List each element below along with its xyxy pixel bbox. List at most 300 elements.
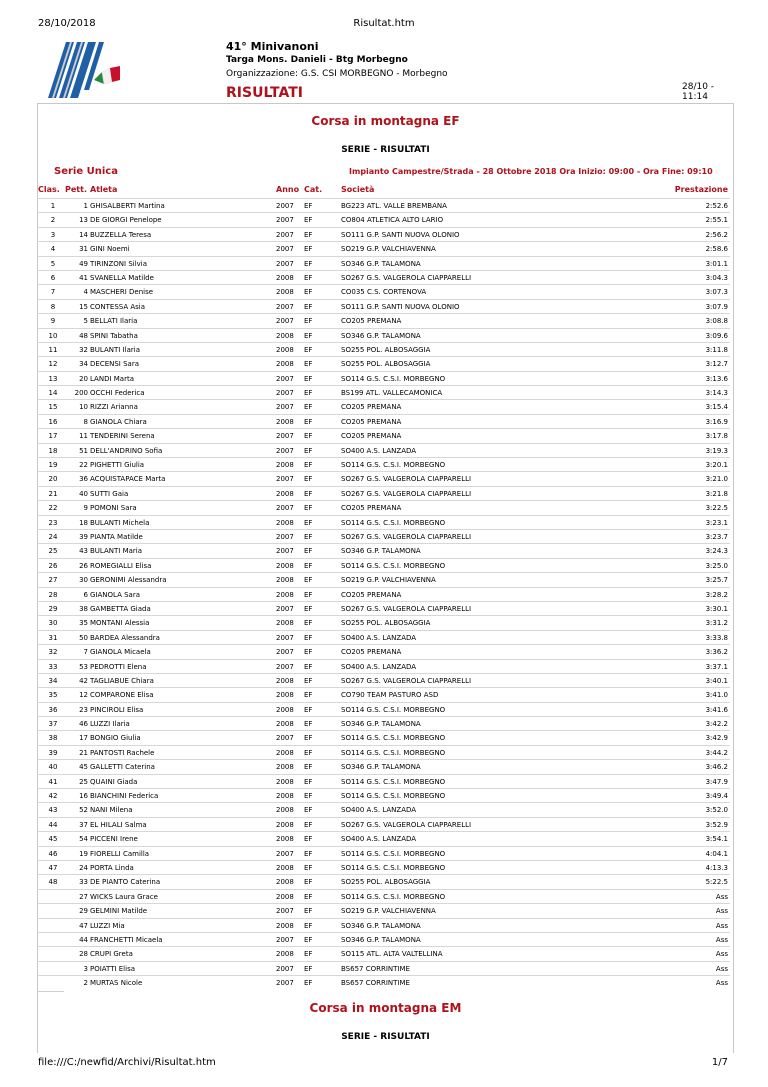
- cell-anno: 2007: [276, 734, 294, 743]
- cell-pett: 2: [83, 979, 88, 988]
- cell-pett: 27: [79, 892, 88, 901]
- cell-societa: SO219 G.P. VALCHIAVENNA: [341, 245, 436, 254]
- cell-societa: SO255 POL. ALBOSAGGIA: [341, 360, 431, 369]
- cell-pett: 43: [79, 547, 88, 556]
- cell-atleta: GINI Noemi: [90, 245, 130, 254]
- cell-clas: 9: [50, 317, 56, 326]
- cell-anno: 2007: [276, 475, 294, 484]
- cell-atleta: ACQUISTAPACE Marta: [90, 475, 166, 484]
- cell-cat: EF: [304, 633, 313, 642]
- cell-clas: 45: [48, 835, 58, 844]
- cell-anno: 2008: [276, 489, 294, 498]
- cell-pett: 36: [79, 475, 88, 484]
- cell-societa: SO114 G.S. C.S.I. MORBEGNO: [341, 849, 446, 858]
- race-title-ef: Corsa in montagna EF: [311, 114, 460, 128]
- cell-pett: 45: [79, 763, 88, 772]
- table-row: [38, 529, 730, 543]
- cell-societa: SO114 G.S. C.S.I. MORBEGNO: [341, 374, 446, 383]
- cell-societa: SO114 G.S. C.S.I. MORBEGNO: [341, 461, 446, 470]
- cell-societa: CO205 PREMANA: [341, 417, 402, 426]
- cell-clas: 3: [50, 230, 56, 239]
- cell-pett: 5: [83, 317, 88, 326]
- cell-pett: 13: [79, 216, 88, 225]
- cell-anno: 2007: [276, 245, 294, 254]
- table-row: [38, 716, 730, 730]
- col-prestazione: Prestazione: [674, 185, 728, 194]
- print-doc-title: Risultat.htm: [353, 18, 415, 29]
- table-row: [38, 471, 730, 485]
- cell-anno: 2007: [276, 935, 294, 944]
- cell-atleta: DE GIORGI Penelope: [90, 216, 162, 225]
- cell-societa: SO400 A.S. LANZADA: [341, 806, 417, 815]
- cell-cat: EF: [304, 921, 313, 930]
- table-row: [38, 515, 730, 529]
- cell-pett: 32: [79, 345, 88, 354]
- cell-clas: 30: [48, 619, 58, 628]
- cell-cat: EF: [304, 475, 313, 484]
- cell-societa: SO219 G.P. VALCHIAVENNA: [341, 576, 436, 585]
- cell-prestazione: 3:42.9: [705, 734, 728, 743]
- cell-clas: 25: [48, 547, 58, 556]
- cell-clas: 31: [48, 633, 58, 642]
- cell-anno: 2008: [276, 820, 294, 829]
- cell-anno: 2007: [276, 849, 294, 858]
- cell-prestazione: Ass: [715, 964, 728, 973]
- cell-societa: SO346 G.P. TALAMONA: [341, 547, 421, 556]
- cell-atleta: CRUPI Greta: [90, 950, 133, 959]
- cell-anno: 2008: [276, 863, 294, 872]
- cell-societa: SO255 POL. ALBOSAGGIA: [341, 345, 431, 354]
- cell-clas: 23: [48, 518, 58, 527]
- cell-societa: CO205 PREMANA: [341, 590, 402, 599]
- cell-societa: SO114 G.S. C.S.I. MORBEGNO: [341, 892, 446, 901]
- cell-atleta: OCCHI Federica: [90, 389, 145, 398]
- cell-anno: 2008: [276, 518, 294, 527]
- cell-societa: CO205 PREMANA: [341, 504, 402, 513]
- cell-cat: EF: [304, 576, 313, 585]
- cell-prestazione: Ass: [715, 907, 728, 916]
- col-pett: Pett.: [65, 185, 87, 194]
- cell-clas: 21: [48, 489, 58, 498]
- cell-prestazione: 3:52.0: [705, 806, 728, 815]
- table-row: [38, 745, 730, 759]
- print-url: file:///C:/newfid/Archivi/Risultat.htm: [38, 1057, 216, 1068]
- table-row: [38, 961, 730, 975]
- col-cat: Cat.: [304, 185, 323, 194]
- cell-atleta: BULANTI Michela: [90, 518, 150, 527]
- cell-societa: SO346 G.P. TALAMONA: [341, 259, 421, 268]
- cell-clas: 34: [48, 676, 58, 685]
- table-row: [38, 946, 730, 960]
- cell-anno: 2007: [276, 230, 294, 239]
- col-atleta: Atleta: [90, 185, 118, 194]
- cell-cat: EF: [304, 748, 313, 757]
- cell-clas: 13: [48, 374, 58, 383]
- cell-clas: 12: [48, 360, 58, 369]
- stamp-line-1: 28/10 -: [682, 82, 715, 92]
- cell-societa: CO804 ATLETICA ALTO LARIO: [341, 216, 444, 225]
- cell-clas: 42: [48, 792, 58, 801]
- cell-cat: EF: [304, 461, 313, 470]
- table-row: [38, 198, 730, 212]
- cell-clas: 39: [48, 748, 58, 757]
- cell-atleta: PANTOSTI Rachele: [90, 748, 155, 757]
- cell-atleta: MASCHERI Denise: [90, 288, 154, 297]
- table-row: [38, 256, 730, 270]
- col-clas: Clas.: [38, 185, 60, 194]
- cell-cat: EF: [304, 835, 313, 844]
- cell-pett: 11: [79, 432, 88, 441]
- cell-atleta: LANDI Marta: [90, 374, 135, 383]
- cell-prestazione: 3:20.1: [705, 461, 728, 470]
- cell-cat: EF: [304, 849, 313, 858]
- cell-cat: EF: [304, 532, 313, 541]
- table-row: [38, 486, 730, 500]
- cell-atleta: BARDEA Alessandra: [90, 633, 160, 642]
- cell-clas: 19: [48, 461, 58, 470]
- cell-cat: EF: [304, 648, 313, 657]
- table-row: [38, 687, 730, 701]
- table-row: [38, 212, 730, 226]
- cell-societa: SO267 G.S. VALGEROLA CIAPPARELLI: [341, 676, 472, 685]
- cell-anno: 2008: [276, 792, 294, 801]
- cell-atleta: SUTTI Gaia: [90, 489, 129, 498]
- cell-clas: 6: [50, 273, 56, 282]
- table-row: [38, 270, 730, 284]
- cell-anno: 2008: [276, 921, 294, 930]
- table-row: [38, 889, 730, 903]
- cell-anno: 2008: [276, 590, 294, 599]
- cell-prestazione: 3:08.8: [705, 317, 728, 326]
- cell-societa: SO114 G.S. C.S.I. MORBEGNO: [341, 705, 446, 714]
- cell-atleta: BULANTI Maria: [90, 547, 143, 556]
- results-title: RISULTATI: [226, 85, 304, 101]
- cell-pett: 47: [79, 921, 88, 930]
- cell-societa: SO400 A.S. LANZADA: [341, 633, 417, 642]
- cell-pett: 19: [79, 849, 88, 858]
- cell-pett: 6: [83, 590, 88, 599]
- cell-pett: 51: [79, 446, 88, 455]
- cell-prestazione: 3:25.0: [705, 561, 728, 570]
- cell-clas: 1: [50, 202, 56, 210]
- cell-atleta: BONGIO Giulia: [90, 734, 141, 743]
- cell-cat: EF: [304, 763, 313, 772]
- cell-prestazione: 3:21.0: [705, 475, 728, 484]
- cell-clas: 22: [48, 504, 58, 513]
- cell-pett: 49: [79, 259, 88, 268]
- print-page-number: 1/7: [711, 1057, 728, 1068]
- cell-atleta: PINCIROLI Elisa: [90, 705, 144, 714]
- cell-prestazione: Ass: [715, 892, 728, 901]
- cell-prestazione: 4:04.1: [705, 849, 728, 858]
- cell-pett: 17: [79, 734, 88, 743]
- cell-pett: 25: [79, 777, 88, 786]
- cell-atleta: GIANOLA Sara: [90, 590, 140, 599]
- cell-cat: EF: [304, 705, 313, 714]
- table-row: [38, 457, 730, 471]
- table-row: [38, 817, 730, 831]
- cell-prestazione: 3:47.9: [705, 777, 728, 786]
- cell-anno: 2008: [276, 360, 294, 369]
- cell-societa: SO346 G.P. TALAMONA: [341, 921, 421, 930]
- cell-anno: 2007: [276, 979, 294, 988]
- cell-atleta: GAMBETTA Giada: [90, 604, 151, 613]
- time-stamp: [682, 82, 734, 102]
- table-row: [38, 356, 730, 370]
- cell-atleta: ROMEGIALLI Elisa: [90, 561, 152, 570]
- table-row: [38, 788, 730, 802]
- cell-cat: EF: [304, 518, 313, 527]
- cell-anno: 2008: [276, 288, 294, 297]
- table-row: [38, 615, 730, 629]
- table-row: [38, 673, 730, 687]
- page-header: [226, 40, 666, 103]
- cell-anno: 2008: [276, 835, 294, 844]
- cell-societa: SO267 G.S. VALGEROLA CIAPPARELLI: [341, 820, 472, 829]
- cell-prestazione: 3:33.8: [705, 633, 728, 642]
- cell-atleta: GERONIMI Alessandra: [90, 576, 167, 585]
- table-row: [38, 227, 730, 241]
- table-row: [38, 903, 730, 917]
- cell-anno: 2008: [276, 345, 294, 354]
- cell-cat: EF: [304, 806, 313, 815]
- cell-atleta: QUAINI Giada: [90, 777, 138, 786]
- cell-prestazione: 3:23.7: [705, 532, 728, 541]
- cell-prestazione: 3:07.3: [705, 288, 728, 297]
- cell-prestazione: 4:13.3: [705, 863, 728, 872]
- cell-societa: SO267 G.S. VALGEROLA CIAPPARELLI: [341, 604, 472, 613]
- cell-clas: 28: [48, 590, 58, 599]
- cell-prestazione: 3:13.6: [705, 374, 728, 383]
- table-row: [38, 414, 730, 428]
- race-title-em: Corsa in montagna EM: [309, 1001, 462, 1015]
- table-row: [38, 659, 730, 673]
- cell-atleta: LUZZI Ilaria: [90, 720, 130, 729]
- cell-clas: 20: [48, 475, 58, 484]
- cell-clas: 43: [48, 806, 58, 815]
- cell-cat: EF: [304, 863, 313, 872]
- cell-cat: EF: [304, 792, 313, 801]
- cell-prestazione: 3:23.1: [705, 518, 728, 527]
- stamp-line-2: 11:14: [682, 92, 708, 102]
- table-row: [38, 831, 730, 845]
- cell-prestazione: 3:49.4: [705, 792, 728, 801]
- cell-atleta: DELL'ANDRINO Sofia: [90, 446, 163, 455]
- cell-cat: EF: [304, 202, 313, 210]
- cell-societa: CO790 TEAM PASTURO ASD: [341, 691, 439, 700]
- cell-cat: EF: [304, 417, 313, 426]
- cell-societa: SO255 POL. ALBOSAGGIA: [341, 878, 431, 887]
- table-row: [38, 587, 730, 601]
- cell-prestazione: 3:54.1: [705, 835, 728, 844]
- cell-prestazione: 2:56.2: [705, 230, 728, 239]
- cell-societa: SO111 G.P. SANTI NUOVA OLONIO: [341, 230, 460, 239]
- cell-pett: 46: [79, 720, 88, 729]
- event-title: 41° Minivanoni: [226, 40, 319, 53]
- table-row: [38, 918, 730, 932]
- cell-prestazione: 5:22.5: [705, 878, 728, 887]
- cell-atleta: PEDROTTI Elena: [90, 662, 147, 671]
- cell-clas: 37: [48, 720, 58, 729]
- cell-prestazione: 3:42.2: [705, 720, 728, 729]
- cell-anno: 2007: [276, 964, 294, 973]
- cell-cat: EF: [304, 360, 313, 369]
- table-row: [38, 284, 730, 298]
- cell-cat: EF: [304, 302, 313, 311]
- cell-cat: EF: [304, 979, 313, 988]
- cell-anno: 2008: [276, 705, 294, 714]
- cell-prestazione: 3:44.2: [705, 748, 728, 757]
- cell-anno: 2007: [276, 216, 294, 225]
- event-logo: [46, 38, 122, 102]
- cell-societa: SO114 G.S. C.S.I. MORBEGNO: [341, 518, 446, 527]
- cell-societa: SO114 G.S. C.S.I. MORBEGNO: [341, 561, 446, 570]
- cell-atleta: DECENSI Sara: [90, 360, 139, 369]
- cell-atleta: POMONI Sara: [90, 504, 137, 513]
- cell-pett: 7: [83, 648, 88, 657]
- cell-anno: 2008: [276, 417, 294, 426]
- cell-anno: 2007: [276, 374, 294, 383]
- cell-atleta: SPINI Tabatha: [90, 331, 138, 340]
- cell-atleta: PIANTA Matilde: [90, 532, 143, 541]
- cell-cat: EF: [304, 259, 313, 268]
- cell-anno: 2007: [276, 604, 294, 613]
- cell-prestazione: 3:37.1: [705, 662, 728, 671]
- cell-atleta: TENDERINI Serena: [90, 432, 155, 441]
- cell-pett: 200: [74, 389, 88, 398]
- cell-cat: EF: [304, 345, 313, 354]
- cell-pett: 31: [79, 245, 88, 254]
- cell-cat: EF: [304, 504, 313, 513]
- cell-clas: 48: [48, 878, 58, 887]
- cell-societa: SO267 G.S. VALGEROLA CIAPPARELLI: [341, 489, 472, 498]
- cell-clas: 35: [48, 691, 58, 700]
- cell-pett: 14: [79, 230, 88, 239]
- table-row: [38, 644, 730, 658]
- cell-cat: EF: [304, 734, 313, 743]
- cell-clas: 36: [48, 705, 58, 714]
- table-row: [38, 399, 730, 413]
- cell-societa: SO400 A.S. LANZADA: [341, 662, 417, 671]
- cell-pett: 12: [79, 691, 88, 700]
- table-row: [38, 774, 730, 788]
- cell-atleta: WICKS Laura Grace: [90, 892, 158, 901]
- cell-atleta: MONTANI Alessia: [90, 619, 150, 628]
- cell-prestazione: 3:28.2: [705, 590, 728, 599]
- table-row: [38, 443, 730, 457]
- cell-anno: 2007: [276, 403, 294, 412]
- cell-prestazione: 3:01.1: [705, 259, 728, 268]
- cell-atleta: PICCENI Irene: [90, 835, 138, 844]
- cell-atleta: GHISALBERTI Martina: [90, 202, 165, 210]
- cell-anno: 2008: [276, 331, 294, 340]
- cell-pett: 48: [79, 331, 88, 340]
- cell-cat: EF: [304, 820, 313, 829]
- cell-anno: 2008: [276, 273, 294, 282]
- table-row: [38, 846, 730, 860]
- cell-pett: 22: [79, 461, 88, 470]
- cell-clas: 8: [50, 302, 56, 311]
- cell-clas: 14: [48, 389, 58, 398]
- table-row: [38, 558, 730, 572]
- cell-cat: EF: [304, 245, 313, 254]
- cell-prestazione: 3:41.0: [705, 691, 728, 700]
- cell-atleta: PORTA Linda: [90, 863, 134, 872]
- cell-prestazione: 3:21.8: [705, 489, 728, 498]
- cell-prestazione: 3:17.8: [705, 432, 728, 441]
- cell-pett: 54: [79, 835, 88, 844]
- cell-clas: 46: [48, 849, 58, 858]
- cell-cat: EF: [304, 403, 313, 412]
- cell-anno: 2008: [276, 777, 294, 786]
- cell-cat: EF: [304, 950, 313, 959]
- cell-pett: 34: [79, 360, 88, 369]
- cell-anno: 2007: [276, 648, 294, 657]
- cell-prestazione: Ass: [715, 979, 728, 988]
- cell-atleta: BUZZELLA Teresa: [90, 230, 152, 239]
- race-subtitle-em: SERIE - RISULTATI: [341, 1032, 430, 1042]
- cell-anno: 2008: [276, 763, 294, 772]
- cell-societa: SO267 G.S. VALGEROLA CIAPPARELLI: [341, 273, 472, 282]
- cell-societa: CO205 PREMANA: [341, 317, 402, 326]
- table-row: [38, 975, 730, 989]
- cell-societa: SO346 G.P. TALAMONA: [341, 720, 421, 729]
- cell-atleta: LUZZI Mia: [90, 921, 125, 930]
- cell-prestazione: 3:22.5: [705, 504, 728, 513]
- cell-clas: 7: [50, 288, 56, 297]
- cell-cat: EF: [304, 288, 313, 297]
- cell-anno: 2007: [276, 302, 294, 311]
- cell-anno: 2007: [276, 633, 294, 642]
- table-row: [38, 601, 730, 615]
- cell-societa: SO255 POL. ALBOSAGGIA: [341, 619, 431, 628]
- cell-cat: EF: [304, 604, 313, 613]
- cell-cat: EF: [304, 216, 313, 225]
- cell-cat: EF: [304, 273, 313, 282]
- cell-anno: 2008: [276, 720, 294, 729]
- cell-anno: 2008: [276, 561, 294, 570]
- cell-clas: 4: [50, 245, 56, 254]
- frame-divider: [38, 991, 64, 992]
- cell-prestazione: Ass: [715, 935, 728, 944]
- cell-cat: EF: [304, 590, 313, 599]
- table-row: [38, 702, 730, 716]
- cell-clas: 16: [48, 417, 58, 426]
- cell-clas: 2: [50, 216, 56, 225]
- cell-prestazione: 3:12.7: [705, 360, 728, 369]
- cell-clas: 38: [48, 734, 58, 743]
- cell-pett: 30: [79, 576, 88, 585]
- cell-atleta: EL HILALI Salma: [90, 820, 147, 829]
- cell-clas: 29: [48, 604, 58, 613]
- table-row: [38, 371, 730, 385]
- cell-anno: 2008: [276, 892, 294, 901]
- cell-cat: EF: [304, 662, 313, 671]
- cell-cat: EF: [304, 489, 313, 498]
- cell-pett: 38: [79, 604, 88, 613]
- cell-clas: 11: [48, 345, 58, 354]
- cell-pett: 35: [79, 619, 88, 628]
- cell-clas: 33: [48, 662, 58, 671]
- cell-pett: 29: [79, 907, 88, 916]
- col-anno: Anno: [276, 185, 300, 194]
- cell-anno: 2008: [276, 691, 294, 700]
- cell-clas: 18: [48, 446, 58, 455]
- cell-atleta: SVANELLA Matilde: [90, 273, 154, 282]
- cell-pett: 18: [79, 518, 88, 527]
- cell-prestazione: 3:07.9: [705, 302, 728, 311]
- cell-clas: 10: [48, 331, 58, 340]
